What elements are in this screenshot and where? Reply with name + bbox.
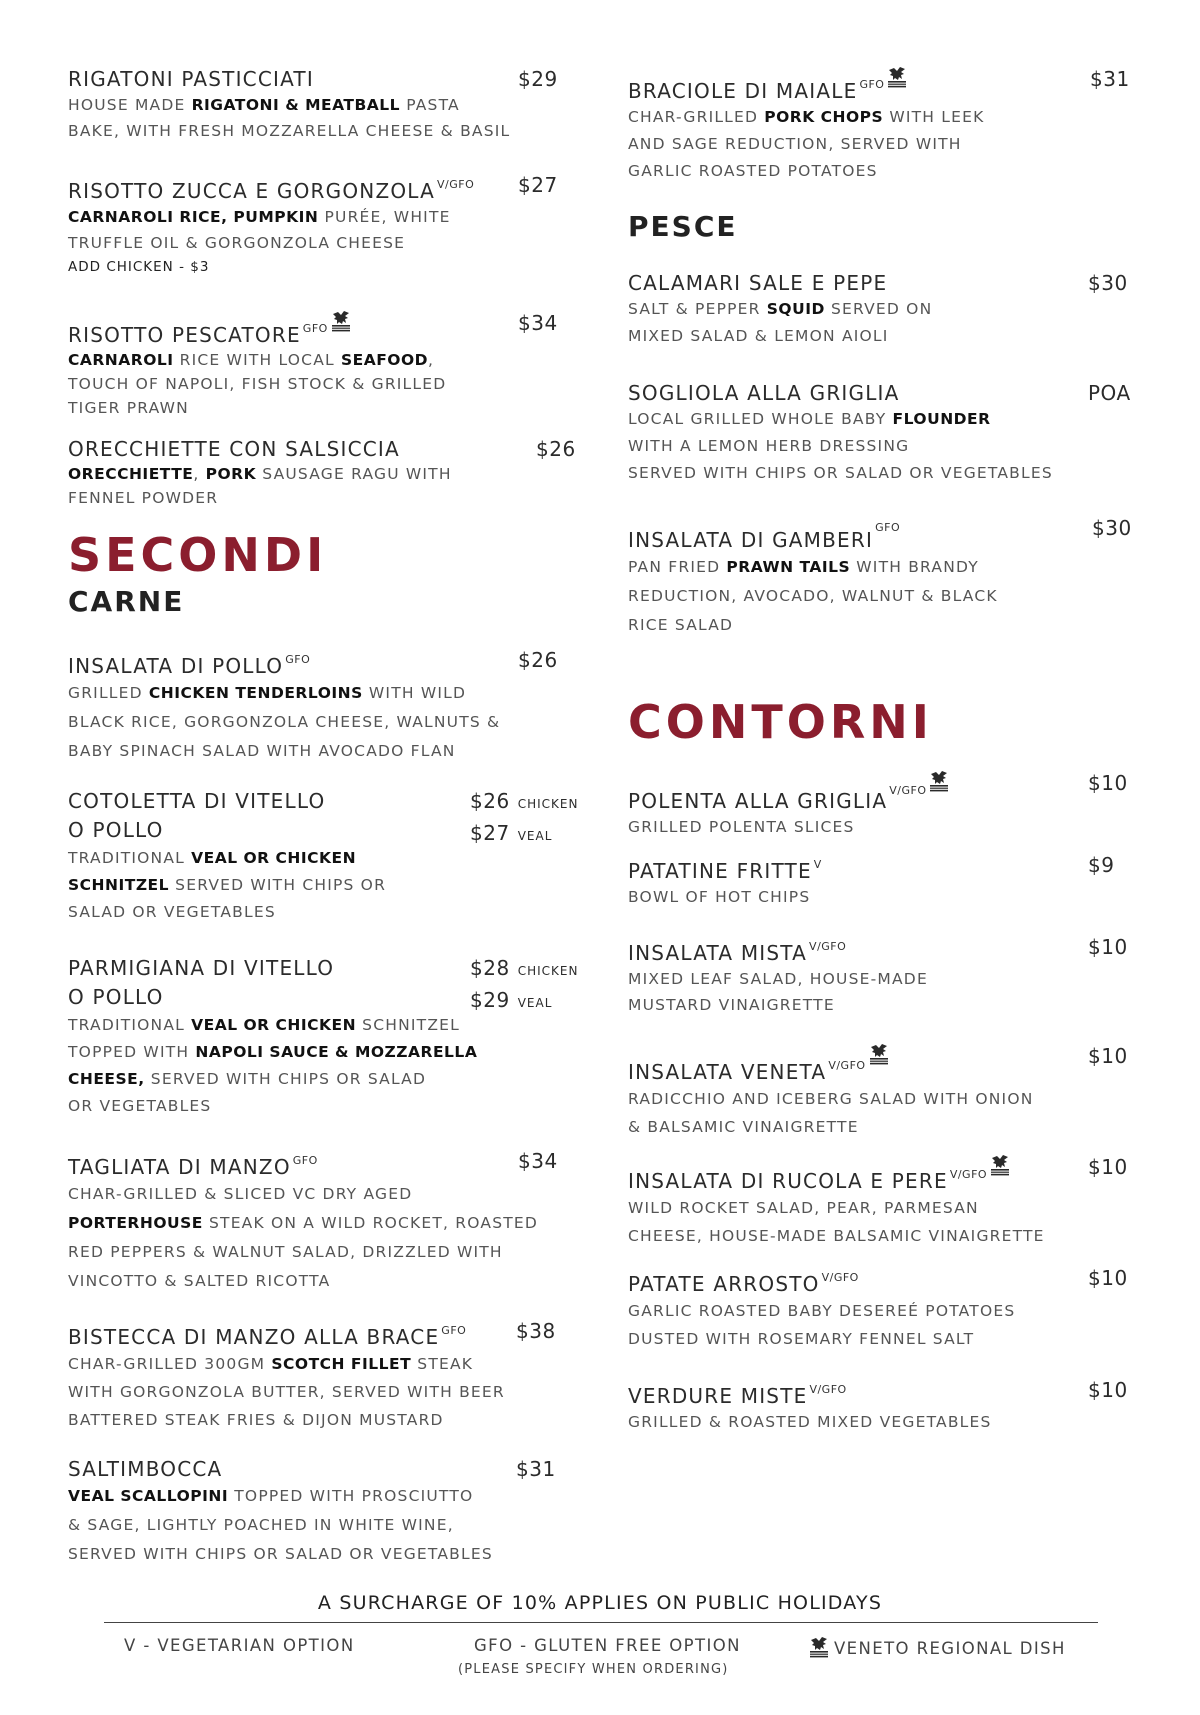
diet-tag: GFO (859, 78, 885, 91)
legend-gluten-free-note: (PLEASE SPECIFY WHEN ORDERING) (458, 1662, 729, 1677)
item-name: BRACIOLE DI MAIALE $^{GFO}$ (628, 66, 1138, 104)
item-price: $10 (1088, 1266, 1128, 1290)
item-description: PAN FRIED PRAWN TAILS WITH BRANDY REDUCTION, AVOCADO, WALNUT & BLACK RICE SALAD (628, 558, 998, 634)
subsection-title-carne: CARNE (68, 585, 185, 618)
item-name: INSALATA DI $GAMBERI^{GFO}$ (628, 521, 901, 552)
winged-lion-icon (330, 310, 352, 332)
subsection-title-pesce: PESCE (628, 210, 738, 243)
item-name: SOGLIOLA ALLA GRIGLIA (628, 381, 900, 405)
menu-item (628, 1154, 1138, 1250)
menu-item (628, 515, 1138, 640)
surcharge-notice: A SURCHARGE OF 10% APPLIES ON PUBLIC HOLIDAYS (317, 1592, 883, 1614)
item-name: RISOTTO ZUCCA E GORGONZOLA $^{V/GFO}$ (68, 178, 475, 203)
price-option: $26 CHICKEN (470, 789, 579, 813)
winged-lion-icon (886, 66, 908, 88)
menu-item (68, 787, 588, 926)
item-price: $31 (1090, 67, 1130, 91)
winged-lion-icon (928, 770, 950, 792)
item-description: GRILLED CHICKEN TENDERLOINS WITH WILD BLACK RICE, GORGONZOLA CHEESE, WALNUTS & BABY SPINACH SALAD WITH AVOCADO FLAN (68, 684, 501, 760)
item-description: CHAR-GRILLED & SLICED VC DRY AGED PORTERHOUSE STEAK ON A WILD ROCKET, ROASTED RED PEPPERS & WALNUT SALAD, DRIZZLED WITH VINCOTTO & SALTED RICOTTA (68, 1185, 539, 1290)
item-price: $9 (1088, 853, 1115, 877)
item-price-options (470, 954, 578, 1018)
item-price: $34 (518, 1149, 558, 1173)
diet-tag: V/GFO (828, 1059, 866, 1072)
price-option: $27 VEAL (470, 821, 553, 845)
menu-item (628, 1377, 1138, 1435)
item-addon-note: ADD CHICKEN - $3 (68, 259, 210, 275)
diet-tag: GFO (292, 1154, 318, 1167)
item-price: $30 (1092, 516, 1132, 540)
item-price: $30 (1088, 271, 1128, 295)
item-description: MIXED LEAF SALAD, HOUSE-MADE MUSTARD VINAIGRETTE (628, 970, 928, 1014)
item-name: SALTIMBOCCA (68, 1457, 223, 1481)
item-price-options (470, 787, 578, 851)
menu-item (68, 954, 588, 1120)
diet-tag: GFO (302, 322, 328, 335)
footer-divider (104, 1622, 1098, 1623)
menu-item (68, 436, 588, 510)
diet-tag: V/GFO (436, 178, 475, 191)
item-name: TAGLIATA DI MANZO $^{GFO}$ (68, 1154, 318, 1179)
item-description: ORECCHIETTE, PORK SAUSAGE RAGU WITH FENNEL POWDER (68, 465, 452, 507)
item-description: WILD ROCKET SALAD, PEAR, PARMESAN CHEESE, HOUSE-MADE BALSAMIC VINAIGRETTE (628, 1199, 1045, 1245)
item-price: $27 (518, 173, 558, 197)
item-description: HOUSE MADE RIGATONI & MEATBALL PASTA BAKE, WITH FRESH MOZZARELLA CHEESE & BASIL (68, 96, 511, 140)
menu-item (628, 852, 1138, 910)
diet-tag: V/GFO (809, 1383, 847, 1396)
item-name: VERDURE MISTE $^{V/GFO}$ (628, 1383, 847, 1408)
menu-item (68, 310, 588, 420)
item-name: POLENTA ALLA GRIGLIA $^{V/GFO}$ (628, 770, 1138, 814)
winged-lion-icon (868, 1043, 890, 1065)
item-name: INSALATA DI POLLO $^{GFO}$ (68, 653, 311, 678)
item-name: PARMIGIANA DI VITELLO O POLLO (68, 956, 335, 1009)
price-option: $28 CHICKEN (470, 956, 579, 980)
item-name: ORECCHIETTE CON SALSICCIA (68, 437, 400, 461)
item-description: CHAR-GRILLED 300GM SCOTCH FILLET STEAK WITH GORGONZOLA BUTTER, SERVED WITH BEER BATTERED STEAK FRIES & DIJON MUSTARD (68, 1355, 505, 1429)
diet-tag: V/GFO (809, 940, 847, 953)
item-name: COTOLETTA DI VITELLO O POLLO (68, 789, 326, 842)
item-price: POA (1088, 381, 1131, 405)
item-name: RIGATONI PASTICCIATI (68, 67, 314, 91)
item-price: $26 (536, 437, 576, 461)
price-option: $29 VEAL (470, 988, 553, 1012)
diet-tag: V/GFO (821, 1271, 859, 1284)
menu-item (628, 1265, 1138, 1353)
item-description: VEAL SCALLOPINI TOPPED WITH PROSCIUTTO & SAGE, LIGHTLY POACHED IN WHITE WINE, SERVED WITH CHIPS OR SALAD OR VEGETABLES (68, 1487, 493, 1563)
item-name: INSALATA DI RUCOLA E PERE $^{V/GFO}$ (628, 1154, 1138, 1194)
menu-item (628, 270, 1138, 350)
menu-item (68, 1318, 588, 1434)
item-price: $29 (518, 67, 558, 91)
item-price: $31 (516, 1457, 556, 1481)
winged-lion-icon (808, 1636, 830, 1658)
diet-tag: V/GFO (889, 784, 927, 797)
item-description: GARLIC ROASTED BABY DESEREÉ POTATOES DUSTED WITH ROSEMARY FENNEL SALT (628, 1302, 1016, 1348)
item-name: RISOTTO PESCATORE $^{GFO}$ (68, 310, 588, 348)
winged-lion-icon (989, 1154, 1011, 1176)
legend-vegetarian: V - VEGETARIAN OPTION (124, 1636, 355, 1655)
item-name: INSALATA VENETA $^{V/GFO}$ (628, 1043, 1138, 1085)
menu-item (628, 1043, 1138, 1141)
item-price: $26 (518, 648, 558, 672)
menu-item (68, 1456, 588, 1569)
item-description: CARNAROLI RICE WITH LOCAL SEAFOOD, TOUCH OF NAPOLI, FISH STOCK & GRILLED TIGER PRAWN (68, 351, 447, 417)
diet-tag: V (813, 858, 822, 871)
menu-item (628, 934, 1138, 1018)
item-description: TRADITIONAL VEAL OR CHICKEN SCHNITZEL SERVED WITH CHIPS OR SALAD OR VEGETABLES (68, 849, 387, 921)
item-name: PATATINE FRITTE $^V$ (628, 858, 822, 883)
item-description: CHAR-GRILLED PORK CHOPS WITH LEEK AND SAGE REDUCTION, SERVED WITH GARLIC ROASTED POTATOES (628, 108, 985, 180)
menu-item (68, 1148, 588, 1296)
diet-tag: V/GFO (949, 1168, 988, 1181)
item-description: TRADITIONAL VEAL OR CHICKEN SCHNITZEL TOPPED WITH NAPOLI SAUCE & MOZZARELLA CHEESE, SERVED WITH CHIPS OR SALAD OR VEGETABLES (68, 1016, 478, 1115)
menu-item (628, 380, 1138, 487)
diet-tag: GFO (285, 653, 311, 666)
item-description: BOWL OF HOT CHIPS (628, 888, 811, 906)
item-price: $10 (1088, 935, 1128, 959)
menu-item (68, 172, 588, 278)
item-name: PATATE ARROSTO $^{V/GFO}$ (628, 1271, 859, 1296)
item-description: GRILLED POLENTA SLICES (628, 818, 855, 836)
section-title-secondi: SECONDI (68, 528, 328, 582)
item-price: $38 (516, 1319, 556, 1343)
menu-item (628, 66, 1138, 185)
item-name: INSALATA MISTA $^{V/GFO}$ (628, 940, 847, 965)
diet-tag: GFO (441, 1324, 467, 1337)
item-description: LOCAL GRILLED WHOLE BABY FLOUNDER WITH A LEMON HERB DRESSING SERVED WITH CHIPS OR SALAD OR VEGETABLES (628, 410, 1053, 482)
diet-tag: GFO (875, 521, 901, 534)
item-description: GRILLED & ROASTED MIXED VEGETABLES (628, 1413, 992, 1431)
item-description: CARNAROLI RICE, PUMPKIN PURÉE, WHITE TRUFFLE OIL & GORGONZOLA CHEESE (68, 208, 451, 252)
menu-item (68, 647, 588, 766)
item-price: $34 (518, 311, 558, 335)
item-description: SALT & PEPPER SQUID SERVED ON MIXED SALAD & LEMON AIOLI (628, 300, 933, 345)
item-description: RADICCHIO AND ICEBERG SALAD WITH ONION & BALSAMIC VINAIGRETTE (628, 1090, 1034, 1136)
item-price: $10 (1088, 1155, 1128, 1179)
section-title-contorni: CONTORNI (628, 695, 933, 749)
legend-gluten-free: GFO - GLUTEN FREE OPTION (474, 1636, 741, 1655)
item-name: BISTECCA DI MANZO ALLA BRACE $^{GFO}$ (68, 1324, 467, 1349)
legend-regional: VENETO REGIONAL DISH (806, 1636, 1066, 1658)
menu-item (628, 770, 1138, 840)
item-price: $10 (1088, 771, 1128, 795)
item-name: CALAMARI SALE E PEPE (628, 271, 888, 295)
menu-item (68, 66, 588, 144)
item-price: $10 (1088, 1378, 1128, 1402)
item-price: $10 (1088, 1044, 1128, 1068)
